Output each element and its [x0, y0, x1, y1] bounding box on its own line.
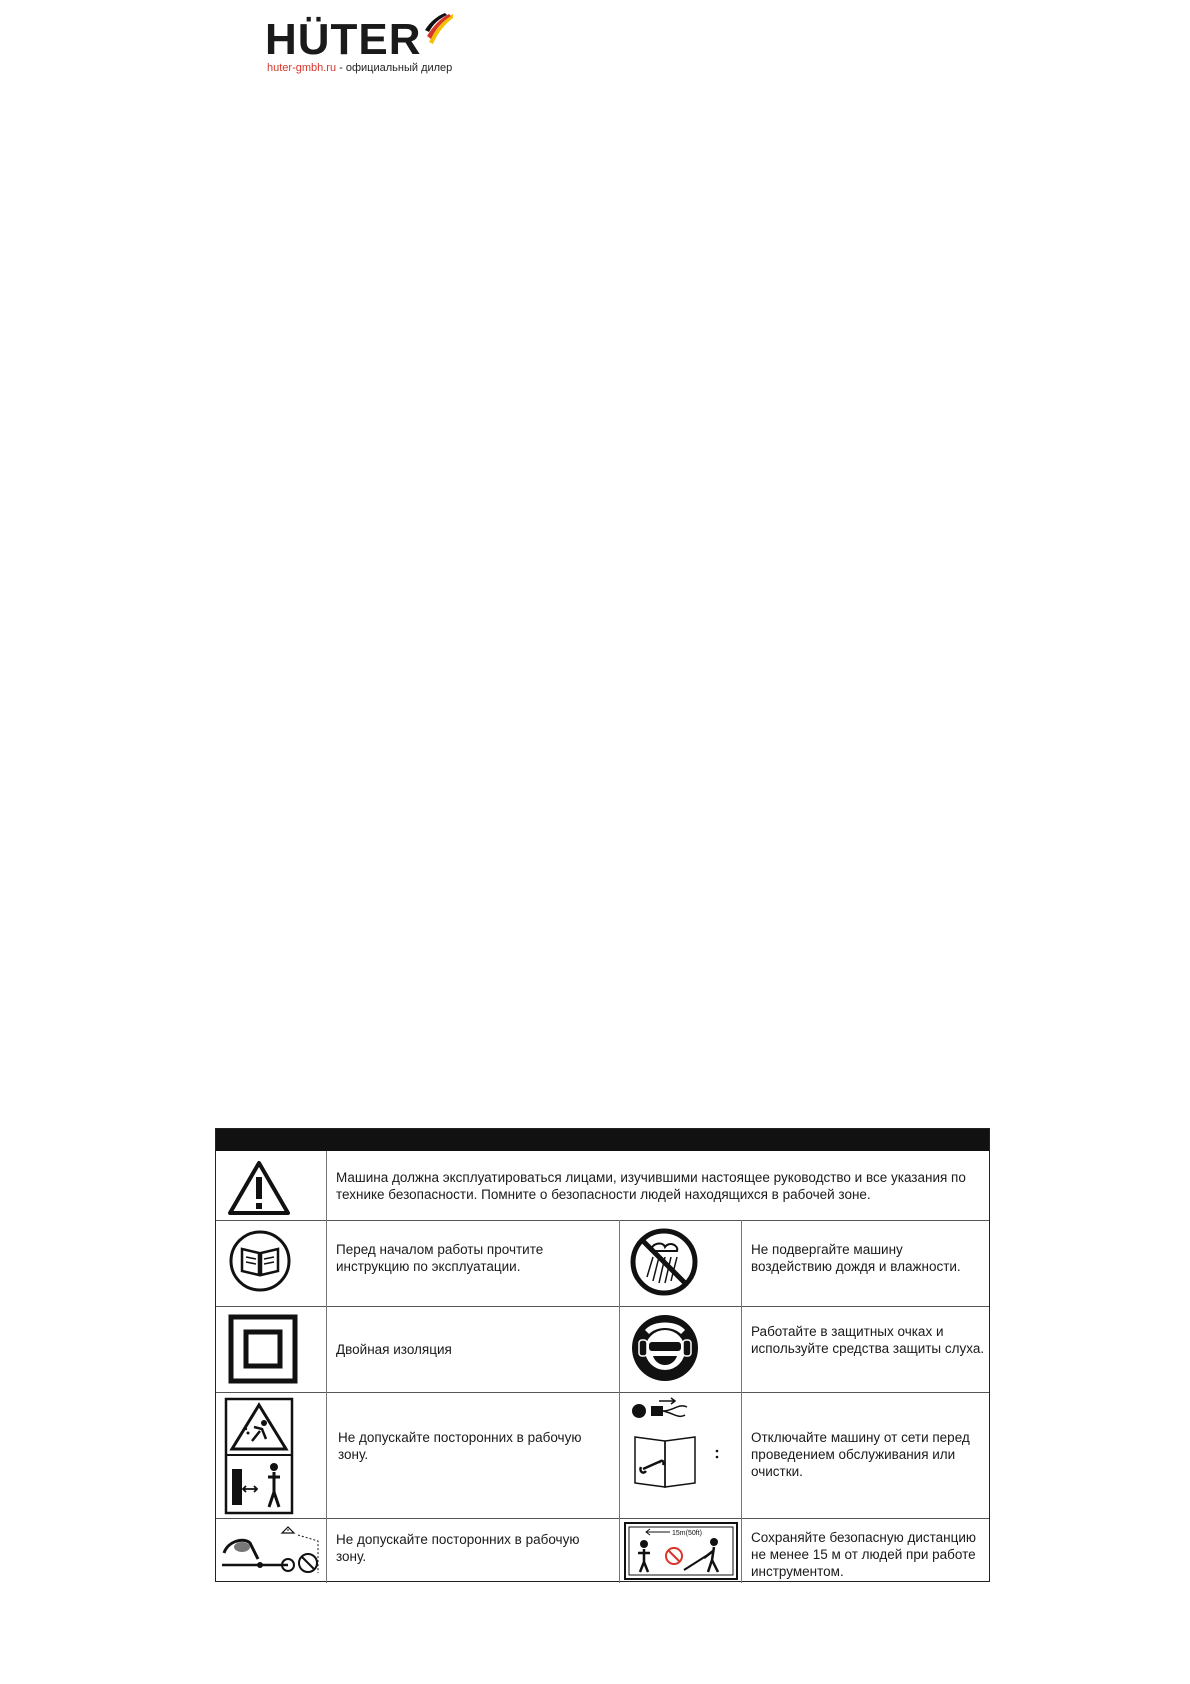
row4-left-text: Не допускайте посторонних в рабочую зону.: [338, 1430, 582, 1462]
logo-wordmark: HÜTER: [265, 15, 422, 64]
logo-swoosh-icon: [425, 12, 455, 46]
row2-left-text: Перед началом работы прочтите инструкцию по эксплуатации.: [336, 1242, 544, 1274]
no-rain-icon: [629, 1227, 699, 1297]
row4-right-text: Отключайте машину от сети перед проведением обслуживания или очистки.: [751, 1430, 970, 1479]
double-insulation-icon: [228, 1314, 298, 1384]
row-divider: [216, 1518, 989, 1519]
table-header-bar: [216, 1129, 989, 1151]
keep-bystanders-away-icon: [224, 1397, 294, 1515]
safe-distance-label: 15m(50ft): [672, 1530, 702, 1537]
col-divider: [326, 1151, 327, 1583]
row3-right-text: Работайте в защитных очках и используйте средства защиты слуха.: [751, 1324, 985, 1356]
goggles-earmuffs-icon: [629, 1312, 701, 1384]
logo-tagline: [267, 62, 452, 74]
row5-right-text: Сохраняйте безопасную дистанцию не менее 15 м от людей при работе инструментом.: [751, 1530, 977, 1579]
brand-logo: [265, 10, 465, 74]
safe-distance-icon: [624, 1522, 738, 1580]
row-divider: [216, 1306, 989, 1307]
row-divider: [216, 1392, 989, 1393]
read-manual-icon: [228, 1229, 292, 1293]
trimmer-no-bystanders-icon: [218, 1525, 324, 1577]
logo-tagline-text: - официальный дилер: [336, 62, 453, 74]
row5-left-text: Не допускайте посторонних в рабочую зону.: [336, 1532, 580, 1564]
row1-text: Машина должна эксплуатироваться лицами, изучившими настоящее руководство и все указания по технике безопасности. Помните о безопасности людей находящихся в рабочей зоне.: [336, 1170, 966, 1202]
safety-symbols-table: [215, 1128, 990, 1582]
warning-triangle-icon: [226, 1159, 292, 1217]
col-divider: [741, 1220, 742, 1583]
row2-right-text: Не подвергайте машину воздействию дождя и влажности.: [751, 1242, 961, 1274]
logo-site: huter-gmbh.ru: [267, 62, 337, 74]
row3-left-text: Двойная изоляция: [336, 1342, 452, 1357]
unplug-before-service-icon: [629, 1397, 729, 1507]
row-divider: [216, 1220, 989, 1221]
col-divider: [619, 1220, 620, 1583]
